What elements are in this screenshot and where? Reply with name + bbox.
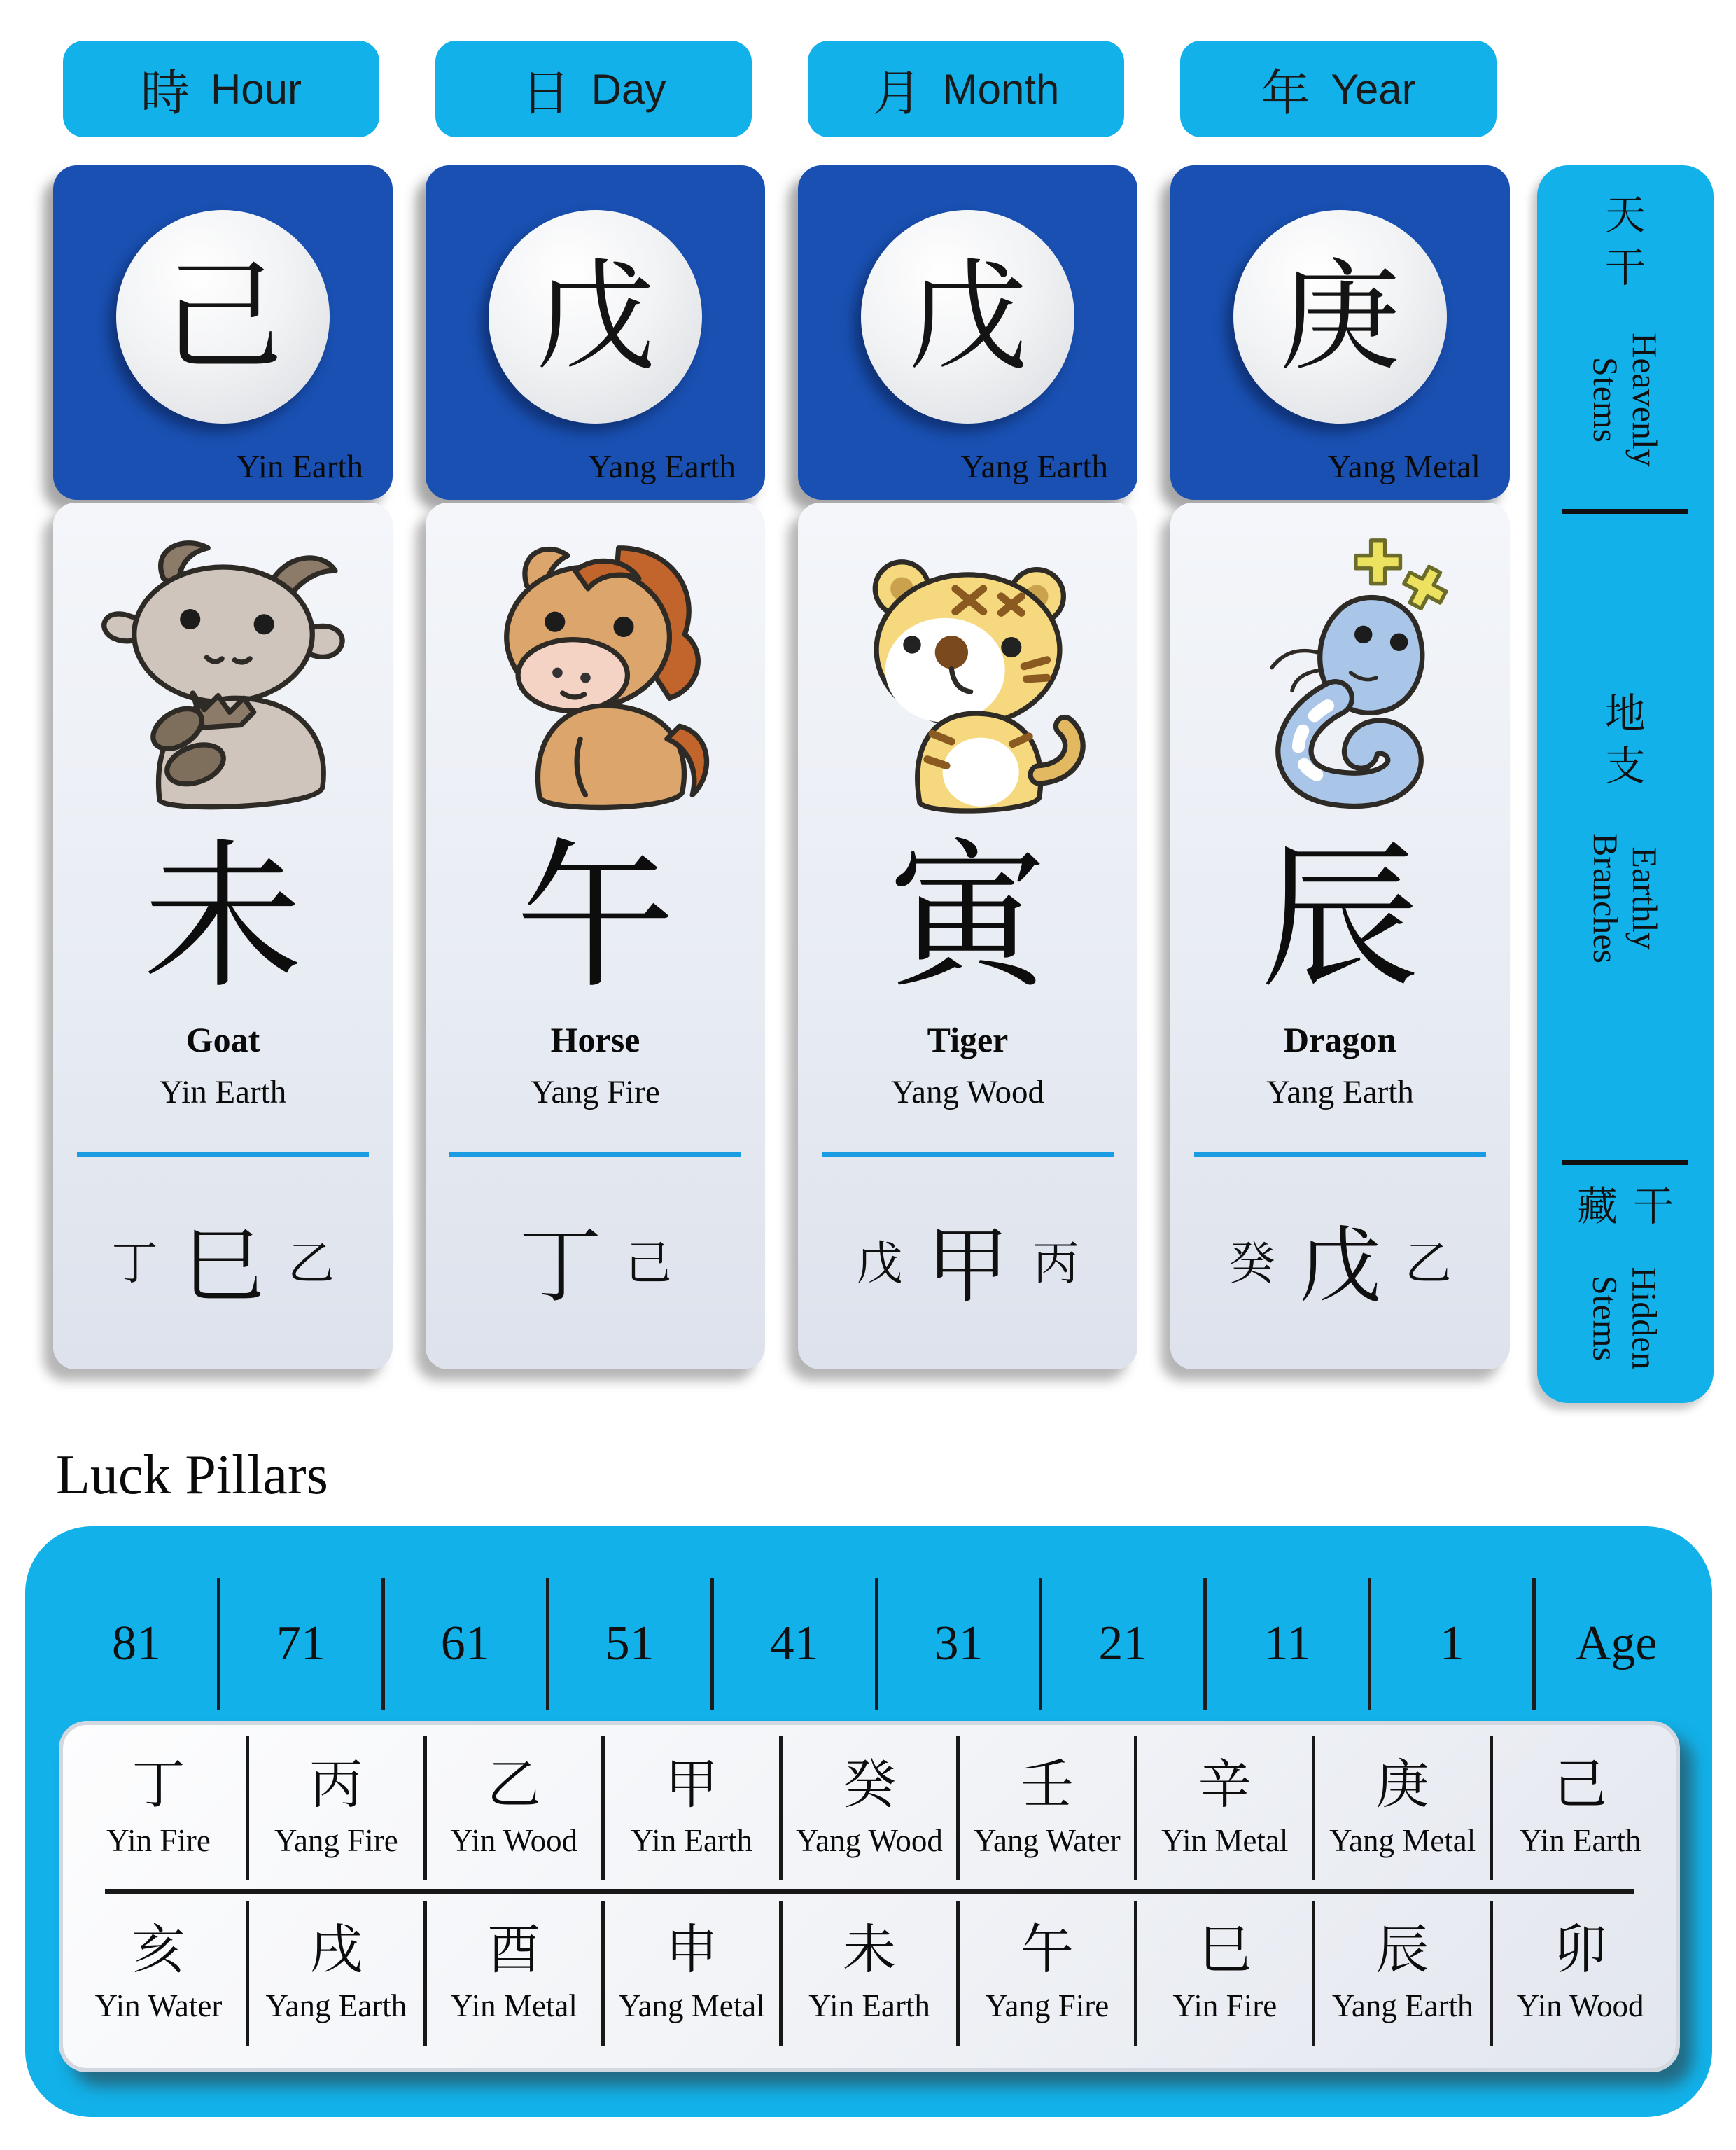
luck-stem-cell <box>249 1736 427 1880</box>
luck-stem-cell <box>605 1736 783 1880</box>
age-value: 11 <box>1207 1578 1371 1710</box>
earthly-branches-cn-char: 地 <box>1604 689 1646 737</box>
luck-branch-element: Yang Metal <box>618 1988 765 2023</box>
month-branch-element: Yang Wood <box>890 1074 1045 1110</box>
luck-branch-char: 辰 <box>1376 1918 1429 1981</box>
luck-branch-element: Yin Wood <box>1516 1988 1644 2023</box>
hidden-stem: 戊 <box>1298 1217 1382 1314</box>
luck-stem-element: Yin Earth <box>631 1823 752 1858</box>
year-branch-element: Yang Earth <box>1266 1074 1414 1110</box>
luck-stem-char: 辛 <box>1198 1753 1252 1815</box>
luck-branch-char: 申 <box>665 1918 719 1981</box>
luck-stem-char: 己 <box>1553 1753 1607 1815</box>
luck-stem-char: 丙 <box>309 1753 363 1815</box>
day-branch-element: Yang Fire <box>531 1074 660 1110</box>
luck-branch-cell <box>605 1901 783 2046</box>
luck-stem-cell <box>1138 1736 1315 1880</box>
luck-stem-cell <box>1493 1736 1667 1880</box>
luck-branch-element: Yang Earth <box>265 1988 407 2023</box>
year-stem-char: 庚 <box>1280 246 1401 387</box>
hour-stem-char: 己 <box>162 246 284 387</box>
hidden-stems-cn-char: 藏 <box>1576 1182 1618 1231</box>
month-branch-name: Tiger <box>927 1020 1009 1059</box>
day-branch-char: 午 <box>515 824 676 1010</box>
label-line: Stems <box>1586 357 1625 443</box>
dragon-illustration <box>1200 532 1480 826</box>
luck-branch-element: Yin Earth <box>808 1988 930 2023</box>
age-value: 51 <box>550 1578 714 1710</box>
luck-stem-char: 癸 <box>843 1753 896 1815</box>
luck-stem-cell <box>960 1736 1138 1880</box>
age-label: Age <box>1575 1617 1658 1670</box>
hidden-stem: 巳 <box>181 1217 265 1314</box>
hidden-stem: 戊 <box>856 1236 903 1290</box>
luck-branch-element: Yin Fire <box>1172 1988 1278 2023</box>
hidden-stem: 乙 <box>1405 1236 1452 1290</box>
tab-hour <box>63 41 379 137</box>
heavenly-stems-label-wrap <box>1558 312 1693 487</box>
day-stem-element: Yang Earth <box>588 449 736 485</box>
earthly-branches-label <box>1586 833 1665 963</box>
tiger-icon <box>828 532 1108 826</box>
luck-branch-char: 戌 <box>309 1918 363 1981</box>
goat-illustration <box>83 532 363 826</box>
heavenly-stems-cn-char: 天 <box>1604 190 1646 239</box>
hour-stem-element: Yin Earth <box>236 449 363 485</box>
pillar-month <box>798 0 1138 1393</box>
hidden-stem: 甲 <box>926 1217 1009 1314</box>
age-value: 21 <box>1042 1578 1207 1710</box>
month-stem-circle <box>861 210 1074 424</box>
earthly-branches-label-wrap <box>1560 811 1690 986</box>
tab-year <box>1180 41 1497 137</box>
tiger-illustration <box>827 532 1108 826</box>
day-branch-name: Horse <box>550 1020 640 1059</box>
label-line: Stems <box>1586 1275 1625 1361</box>
tab-hour-cn: 時 <box>140 64 190 122</box>
goat-icon <box>83 532 363 826</box>
hour-branch-card <box>53 503 393 1369</box>
month-branch-char: 寅 <box>888 824 1048 1010</box>
heavenly-stems-label <box>1586 333 1665 468</box>
month-stem-char: 戊 <box>907 246 1028 387</box>
luck-stems-row <box>71 1736 1667 1880</box>
luck-stem-element: Yang Wood <box>796 1823 943 1858</box>
luck-stem-element: Yin Fire <box>106 1823 211 1858</box>
luck-branch-cell <box>783 1901 960 2046</box>
luck-table-divider <box>105 1889 1634 1894</box>
luck-branch-char: 巳 <box>1198 1918 1252 1981</box>
heavenly-stems-cn-char: 干 <box>1604 244 1646 291</box>
luck-branch-cell <box>1138 1901 1315 2046</box>
luck-branch-cell <box>427 1901 605 2046</box>
luck-stem-element: Yang Water <box>974 1823 1121 1858</box>
month-divider-line <box>822 1152 1114 1157</box>
day-hidden-stems <box>426 1192 765 1325</box>
year-branch-card <box>1170 503 1510 1369</box>
month-branch-card <box>798 503 1138 1369</box>
day-divider-line <box>449 1152 741 1157</box>
luck-branch-char: 未 <box>843 1918 896 1981</box>
luck-branch-char: 午 <box>1020 1918 1074 1981</box>
hour-divider-line <box>77 1152 369 1157</box>
year-hidden-stems <box>1170 1192 1510 1325</box>
luck-branch-char: 酉 <box>487 1918 541 1981</box>
hidden-stems-cn <box>1577 1180 1674 1233</box>
label-line: Hidden <box>1625 1266 1665 1370</box>
month-stem-element: Yang Earth <box>960 449 1108 485</box>
tab-month <box>808 41 1124 137</box>
day-stem-char: 戊 <box>535 246 656 387</box>
luck-branch-char: 卯 <box>1553 1918 1607 1981</box>
tab-day-cn: 日 <box>521 64 570 122</box>
year-stem-circle <box>1233 210 1447 424</box>
luck-branch-element: Yin Metal <box>450 1988 578 2023</box>
hour-branch-char: 未 <box>143 824 303 1010</box>
hour-stem-card <box>53 165 393 500</box>
luck-branch-cell <box>1493 1901 1667 2046</box>
age-value: 41 <box>714 1578 878 1710</box>
luck-stem-element: Yang Metal <box>1329 1823 1476 1858</box>
day-stem-circle <box>489 210 702 424</box>
horse-illustration <box>455 532 736 826</box>
tab-year-cn: 年 <box>1261 64 1310 122</box>
horse-icon <box>456 532 736 826</box>
tab-day-label: Day <box>591 65 666 113</box>
dragon-icon <box>1200 532 1480 826</box>
luck-pillars-table <box>59 1721 1680 2072</box>
sidebar-hidden-stems <box>1537 1162 1714 1403</box>
pillar-year <box>1170 0 1510 1393</box>
year-branch-char: 辰 <box>1260 824 1420 1010</box>
luck-branch-element: Yang Fire <box>985 1988 1110 2023</box>
luck-branch-element: Yang Earth <box>1331 1988 1474 2023</box>
label-line: Earthly <box>1625 846 1665 950</box>
age-value: 81 <box>56 1578 220 1710</box>
luck-pillars-panel <box>25 1526 1712 2117</box>
hidden-stem: 癸 <box>1228 1236 1275 1290</box>
age-row <box>56 1578 1697 1710</box>
luck-stem-char: 乙 <box>487 1753 541 1815</box>
luck-stem-element: Yin Metal <box>1161 1823 1289 1858</box>
luck-stem-char: 甲 <box>665 1753 719 1815</box>
luck-branch-cell <box>249 1901 427 2046</box>
luck-stem-char: 壬 <box>1020 1753 1074 1815</box>
luck-branch-cell <box>960 1901 1138 2046</box>
tab-month-cn: 月 <box>872 64 922 122</box>
luck-branches-row <box>71 1901 1667 2046</box>
luck-stem-cell <box>71 1736 249 1880</box>
row-labels-sidebar <box>1537 165 1714 1403</box>
luck-branch-element: Yin Water <box>94 1988 223 2023</box>
luck-branch-cell <box>1315 1901 1493 2046</box>
pillar-hour <box>53 0 393 1393</box>
tab-hour-label: Hour <box>210 65 302 113</box>
day-stem-card <box>426 165 765 500</box>
day-branch-card <box>426 503 765 1369</box>
age-value: 71 <box>220 1578 385 1710</box>
label-line: Branches <box>1586 833 1625 964</box>
hour-stem-circle <box>116 210 330 424</box>
luck-stem-cell <box>783 1736 960 1880</box>
year-divider-line <box>1194 1152 1486 1157</box>
luck-stem-element: Yang Fire <box>274 1823 398 1858</box>
luck-stem-element: Yin Earth <box>1519 1823 1642 1858</box>
sidebar-earthly-branches <box>1537 511 1714 1162</box>
hour-branch-name: Goat <box>186 1020 260 1059</box>
luck-pillars-title: Luck Pillars <box>56 1444 328 1506</box>
hidden-stems-label <box>1586 1266 1665 1369</box>
year-branch-name: Dragon <box>1283 1020 1397 1059</box>
tab-year-label: Year <box>1331 65 1416 113</box>
year-stem-card <box>1170 165 1510 500</box>
month-hidden-stems <box>798 1192 1138 1325</box>
luck-stem-element: Yin Wood <box>450 1823 578 1858</box>
luck-stem-char: 丁 <box>132 1753 186 1815</box>
tab-day <box>435 41 752 137</box>
hidden-stems-label-wrap <box>1574 1252 1676 1385</box>
hour-hidden-stems <box>53 1192 393 1325</box>
hidden-stem: 己 <box>625 1236 672 1290</box>
label-line: Heavenly <box>1625 333 1665 468</box>
sidebar-heavenly-stems <box>1537 165 1714 511</box>
luck-stem-char: 庚 <box>1376 1753 1429 1815</box>
hidden-stem: 丁 <box>519 1217 602 1314</box>
luck-branch-cell <box>71 1901 249 2046</box>
hidden-stem: 丙 <box>1032 1236 1079 1290</box>
age-value: 31 <box>878 1578 1043 1710</box>
year-stem-element: Yang Metal <box>1327 449 1480 485</box>
hidden-stem: 丁 <box>111 1236 158 1290</box>
hidden-stem: 乙 <box>288 1236 335 1290</box>
age-value: 1 <box>1371 1578 1536 1710</box>
tab-month-label: Month <box>942 65 1060 113</box>
age-value: 61 <box>385 1578 550 1710</box>
pillar-day <box>426 0 765 1393</box>
luck-stem-cell <box>427 1736 605 1880</box>
luck-stem-cell <box>1315 1736 1493 1880</box>
luck-branch-char: 亥 <box>132 1918 186 1981</box>
month-stem-card <box>798 165 1138 500</box>
hour-branch-element: Yin Earth <box>159 1074 287 1110</box>
hidden-stems-cn-char: 干 <box>1633 1182 1674 1231</box>
earthly-branches-cn-char: 支 <box>1604 742 1646 790</box>
